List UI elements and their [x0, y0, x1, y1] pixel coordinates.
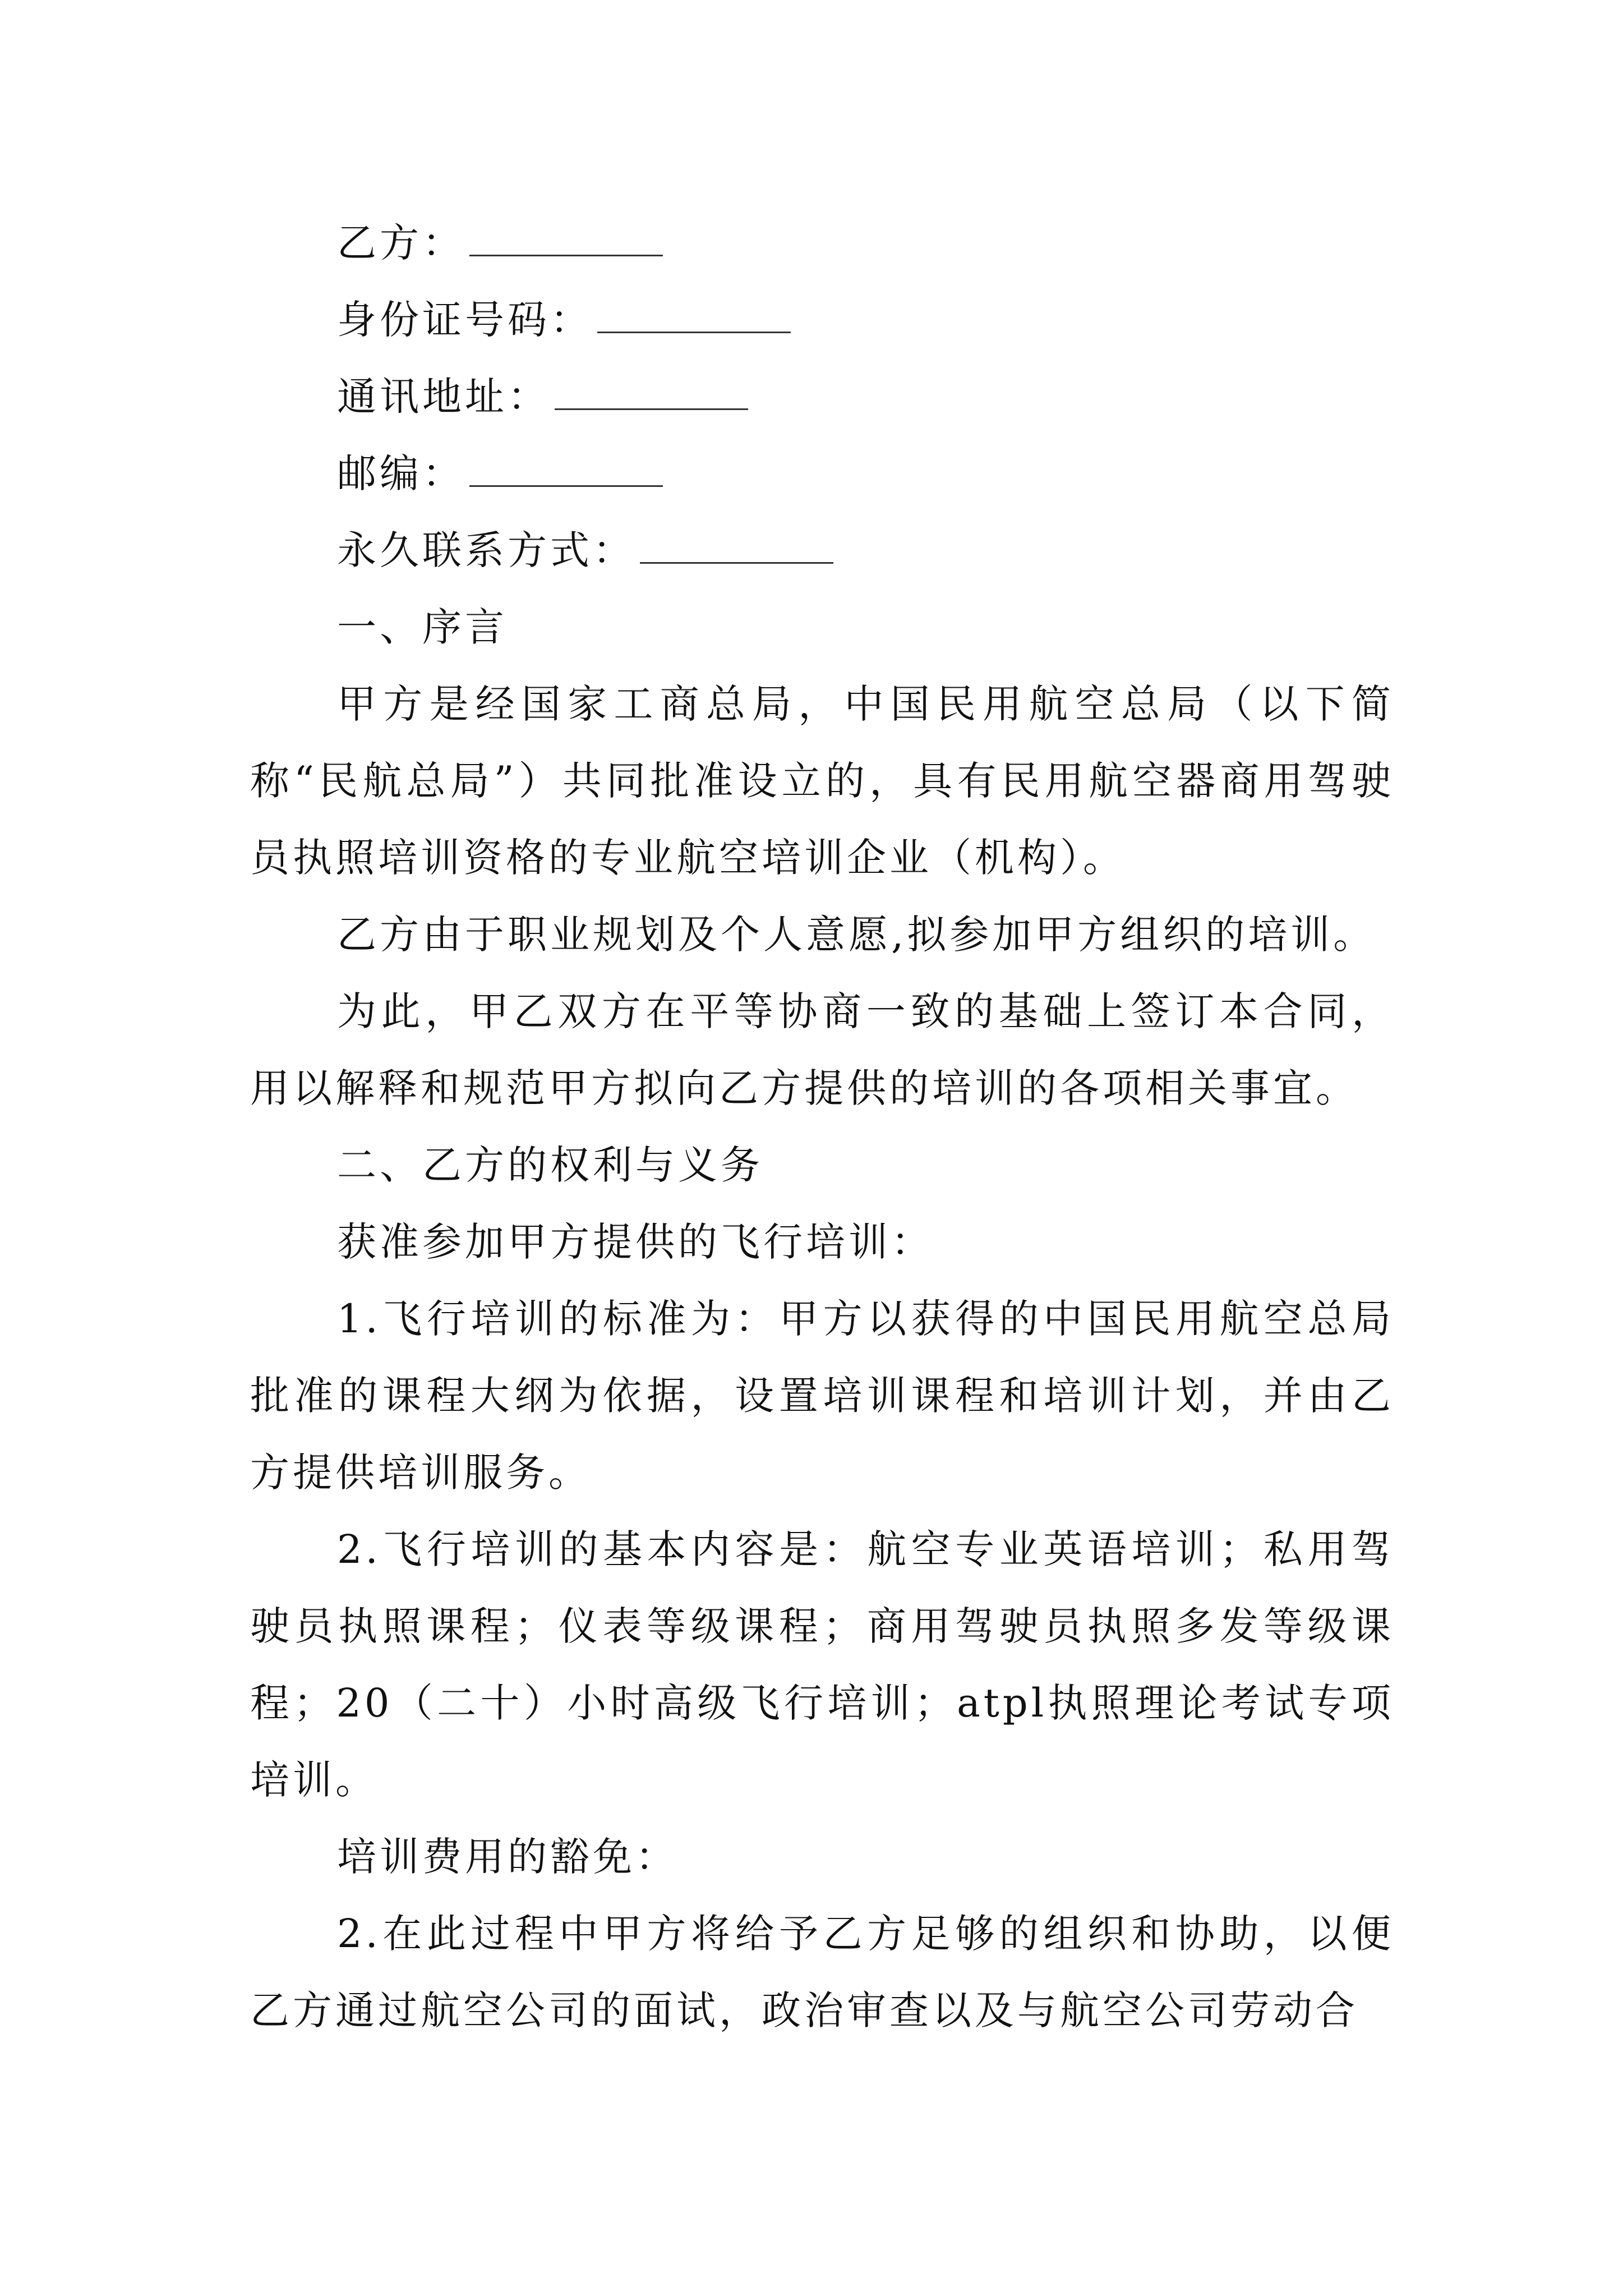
paragraph: 2.飞行培训的基本内容是：航空专业英语培训；私用驾驶员执照课程；仪表等级课程；商用驾驶员执照多发等级课程；20（二十）小时高级飞行培训；atpl执照理论考试专项培训。 — [250, 1526, 1394, 1803]
field-label: 邮编： — [337, 450, 465, 496]
blank-line — [640, 523, 833, 564]
blank-line — [469, 446, 663, 487]
paragraph: 为此，甲乙双方在平等协商一致的基础上签订本合同，用以解释和规范甲方拟向乙方提供的培训的各项相关事宜。 — [250, 988, 1394, 1111]
field-id-number — [250, 282, 1394, 358]
document-body — [250, 205, 1394, 2049]
field-contact — [250, 512, 1394, 589]
paragraph: 2.在此过程中甲方将给予乙方足够的组织和协助，以便乙方通过航空公司的面试，政治审查以及与航空公司劳动合 — [250, 1911, 1394, 2033]
field-party-b — [250, 205, 1394, 282]
paragraph: 甲方是经国家工商总局，中国民用航空总局（以下简称“民航总局”）共同批准设立的，具有民用航空器商用驾驶员执照培训资格的专业航空培训企业（机构）。 — [250, 681, 1394, 881]
field-label: 永久联系方式： — [337, 527, 635, 573]
blank-line — [597, 292, 791, 333]
field-label: 身份证号码： — [337, 297, 593, 343]
paragraph: 1.飞行培训的标准为：甲方以获得的中国民用航空总局批准的课程大纲为依据，设置培训课程和培训计划，并由乙方提供培训服务。 — [250, 1296, 1394, 1496]
paragraph: 获准参加甲方提供的飞行培训： — [337, 1219, 934, 1265]
section-heading-rights: 二、乙方的权利与义务 — [337, 1142, 763, 1188]
section-heading-preface: 一、序言 — [337, 604, 508, 650]
paragraph: 培训费用的豁免： — [337, 1834, 678, 1880]
field-postcode — [250, 435, 1394, 512]
paragraph: 乙方由于职业规划及个人意愿,拟参加甲方组织的培训。 — [337, 912, 1376, 958]
field-label: 通讯地址： — [337, 374, 550, 420]
blank-line — [469, 215, 663, 256]
field-label: 乙方： — [337, 220, 465, 266]
field-address — [250, 358, 1394, 435]
blank-line — [555, 369, 748, 410]
